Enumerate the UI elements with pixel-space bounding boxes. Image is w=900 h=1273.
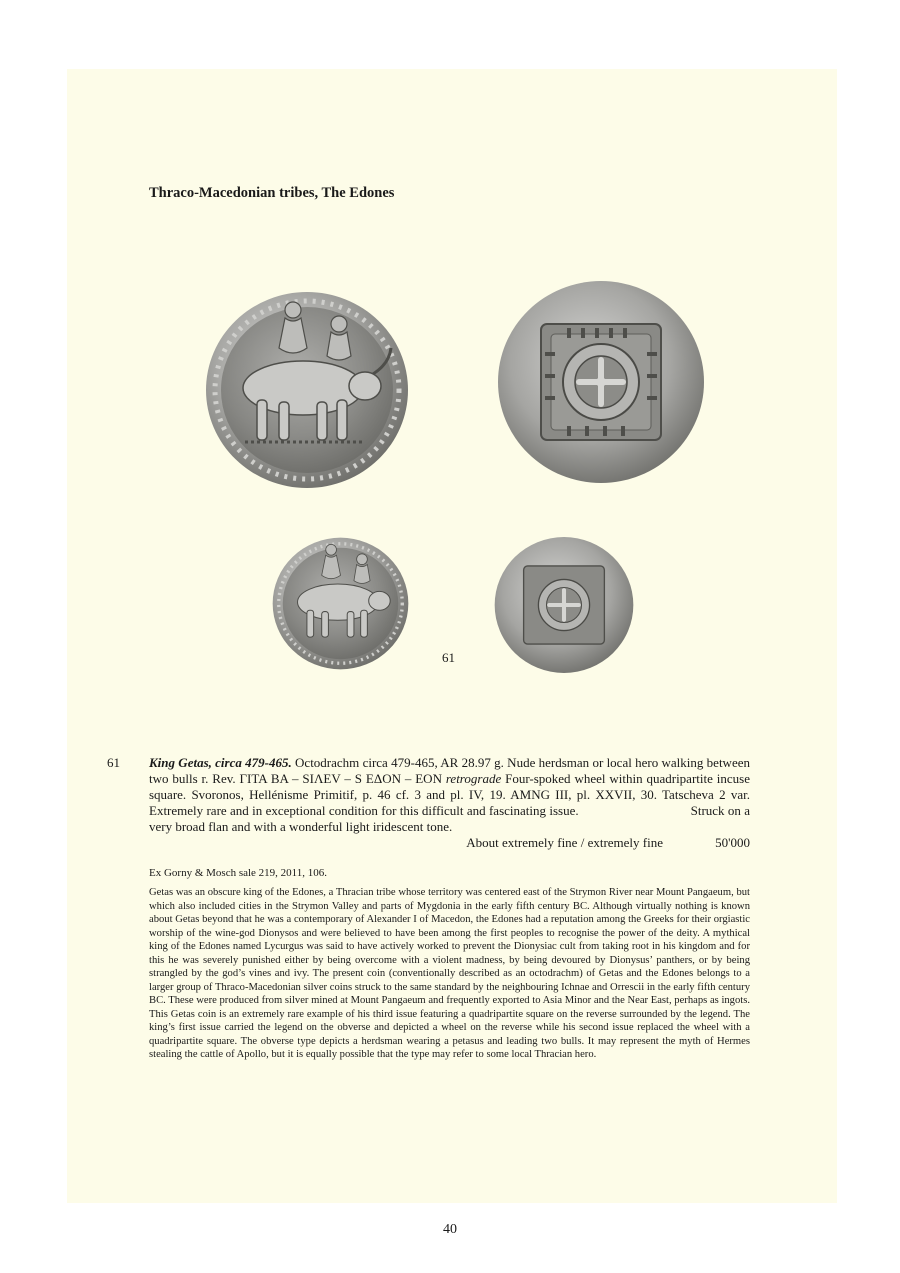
- coin-obverse-enlarged: [205, 290, 409, 490]
- lot-number: 61: [107, 755, 120, 770]
- section-title: Thraco-Macedonian tribes, The Edones: [149, 185, 395, 201]
- retrograde-note: retrograde: [445, 771, 502, 786]
- coin-reverse-actual-size: [494, 535, 634, 675]
- page-number: 40: [443, 1222, 457, 1237]
- lot-tone-note: Struck on a very broad flan and with a wonderful light iridescent tone.: [149, 803, 750, 834]
- provenance-note: Ex Gorny & Mosch sale 219, 2011, 106.: [149, 867, 328, 879]
- coin-obverse-actual-size: [272, 535, 409, 672]
- historical-essay: Getas was an obscure king of the Edones, a Thracian tribe whose territory was centered east of the Strymon River near Mount Pangaeum, but which also included cities in the Strymon Valley and parts of Mygdonia in the early fifth century BC. Although virtually nothing is known about Getas beyond that he was a contemporary of Alexander I of Macedon, the Edones had a reputation among the Greeks for their orgiastic worship of the wine-god Dionysos and were believed to have been among the first peoples to recognise the power of the deity. A mythical king of the Edones named Lycurgus was said to have actively worked to prevent the Dionysiac cult from taking root in his kingdom and for this he was severely punished either by being overcome with a violent madness, by being devoured by Dionysus’ panthers, or by being strangled by the god’s vines and ivy. The present coin (conventionally described as an octodrachm) of Getas and the Edones belongs to a larger group of Thraco-Macedonian silver coins struck to the same standard by the neighbouring Ichnae and Orrescii in the early fifth century BC. These were produced from silver mined at Mount Pangaeum and frequently exported to Asia Minor and the Near East, perhaps as ingots. This Getas coin is an extremely rare example of his third issue featuring a quadripartite square on the reverse surrounded by the legend. The king’s first issue carried the legend on the obverse and depicted a wheel on the reverse while his second issue replaced the wheel with a quadripartite square. The obverse type depicts a herdsman wearing a petasus and leading two bulls. It may represent the myth of Hermes stealing the cattle of Apollo, but it is equally possible that the type may refer to some local Thracian hero.: [149, 887, 750, 1060]
- lot-description: [149, 755, 750, 835]
- coin-reverse-enlarged: [497, 278, 705, 486]
- lot-title: King Getas, circa 479-465.: [149, 755, 292, 770]
- lot-grade: About extremely fine / extremely fine: [466, 835, 663, 850]
- lot-estimate-price: 50'000: [715, 835, 750, 850]
- lot-description-rest: Four-spoked wheel within quadripartite incuse square. Svoronos, Hellénisme Primitif, p. 46 cf. 3 and pl. IV, 19. AMNG III, pl. XXVII, 30. Tatscheva 2 var. Extremely rare and in exceptional condition for this difficult and fascinating issue.: [149, 771, 750, 818]
- lot-description-main: Octodrachm circa 479-465, AR 28.97 g. Nude herdsman or local hero walking between two bulls r. Rev. ΓΙΤΑ ΒΑ – SIΛEV – S EΔON – EON: [149, 755, 750, 786]
- plate-lot-number: 61: [442, 650, 455, 665]
